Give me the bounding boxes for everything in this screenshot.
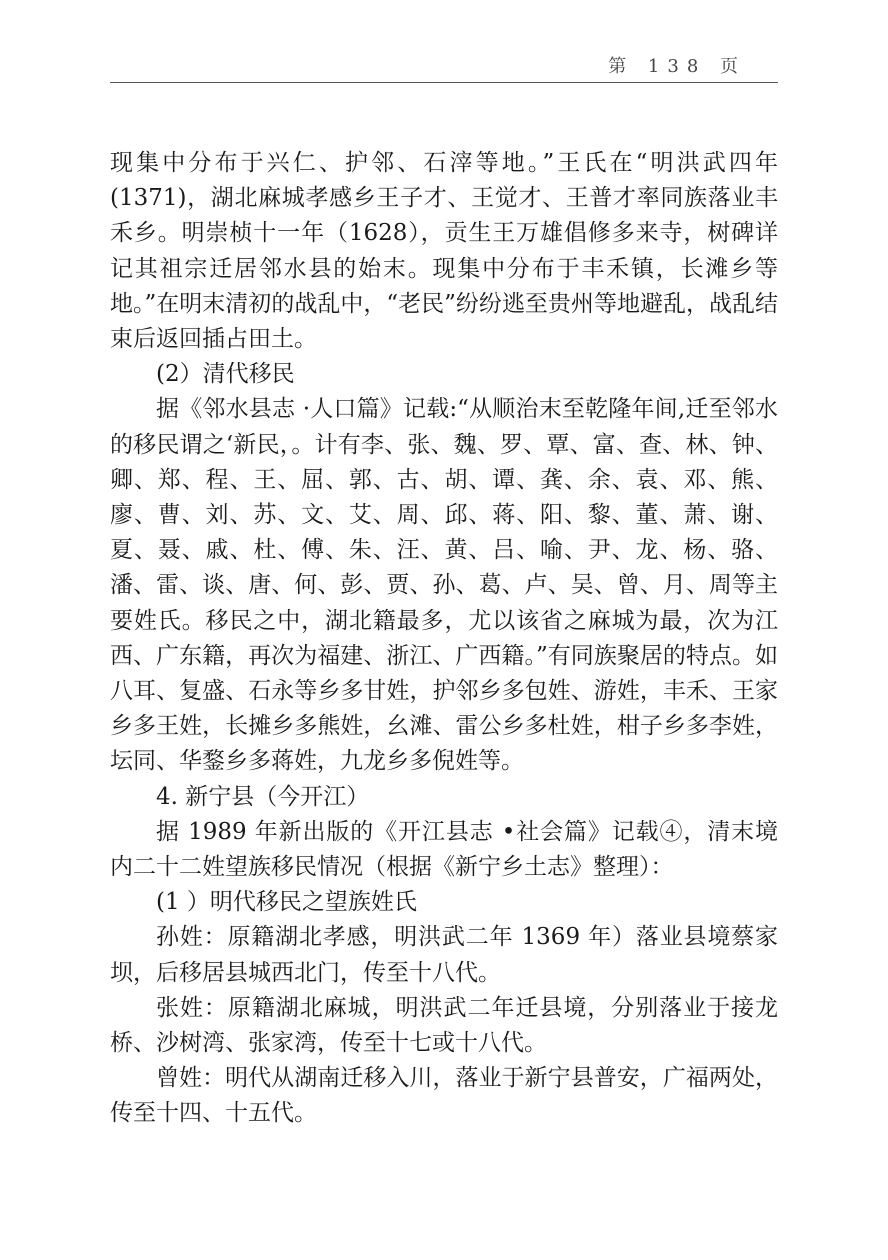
paragraph-linshui-records: 据《邻水县志 ·人口篇》记载:“从顺治末至乾隆年间,迁至邻水的移民谓之‘新民，。计有李、张、魏、罗、覃、富、查、林、钟、卿、郑、程、王、屈、郭、古、胡、谭、龚、余、袁、邓、熊、廖、曹、刘、苏、文、艾、周、邱、蒋、阳、黎、董、萧、谢、夏、聂、戚、杜、傅、朱、汪、黄、吕、喻、尹、龙、杨、骆、潘、雷、谈、唐、何、彭、贾、孙、葛、卢、吴、曾、月、周等主要姓氏。移民之中，湖北籍最多，尤以该省之麻城为最，次为江西、广东籍，再次为福建、浙江、广西籍。”有同族聚居的特点。如八耳、复盛、石永等乡多甘姓，护邻乡多包姓、游姓，丰禾、王家乡多王姓，长摊乡多熊姓，幺滩、雷公乡多杜姓，柑子乡多李姓，坛同、华鍪乡多蒋姓，九龙乡多倪姓等。 [110,396,778,775]
paragraph-kaijiang-records: 据 1989 年新出版的《开江县志 •社会篇》记载④，清末境内二十二姓望族移民情况（根据《新宁乡土志》整理）： [110,818,778,881]
page-number: 第 138 页 [608,56,746,77]
document-body [110,146,778,1132]
heading-qing-migrants: (2）清代移民 [156,361,295,388]
paragraph-zhang-clan: 张姓：原籍湖北麻城，明洪武二年迁县境，分别落业于接龙桥、沙树湾、张家湾，传至十七或十八代。 [110,994,778,1057]
paragraph-wang-clan: 现集中分布于兴仁、护邻、石滓等地。”王氏在“明洪武四年(1371)，湖北麻城孝感乡王子才、王觉才、王普才率同族落业丰禾乡。明崇桢十一年（1628），贡生王万雄倡修多来寺，树碑详记其祖宗迁居邻水县的始末。现集中分布于丰禾镇，长滩乡等地。”在明末清初的战乱中，“老民”纷纷逃至贵州等地避乱，战乱结束后返回插占田土。 [110,150,778,353]
heading-ming-clans: (1 ）明代移民之望族姓氏 [156,889,417,916]
paragraph-sun-clan: 孙姓：原籍湖北孝感，明洪武二年 1369 年）落业县境蔡家坝，后移居县城西北门，传至十八代。 [110,924,778,986]
paragraph-zeng-clan: 曾姓：明代从湖南迁移入川，落业于新宁县普安，广福两处，传至十四、十五代。 [110,1065,778,1127]
page-header [110,52,778,83]
heading-xinning-county: 4. 新宁县（今开江） [156,783,370,810]
